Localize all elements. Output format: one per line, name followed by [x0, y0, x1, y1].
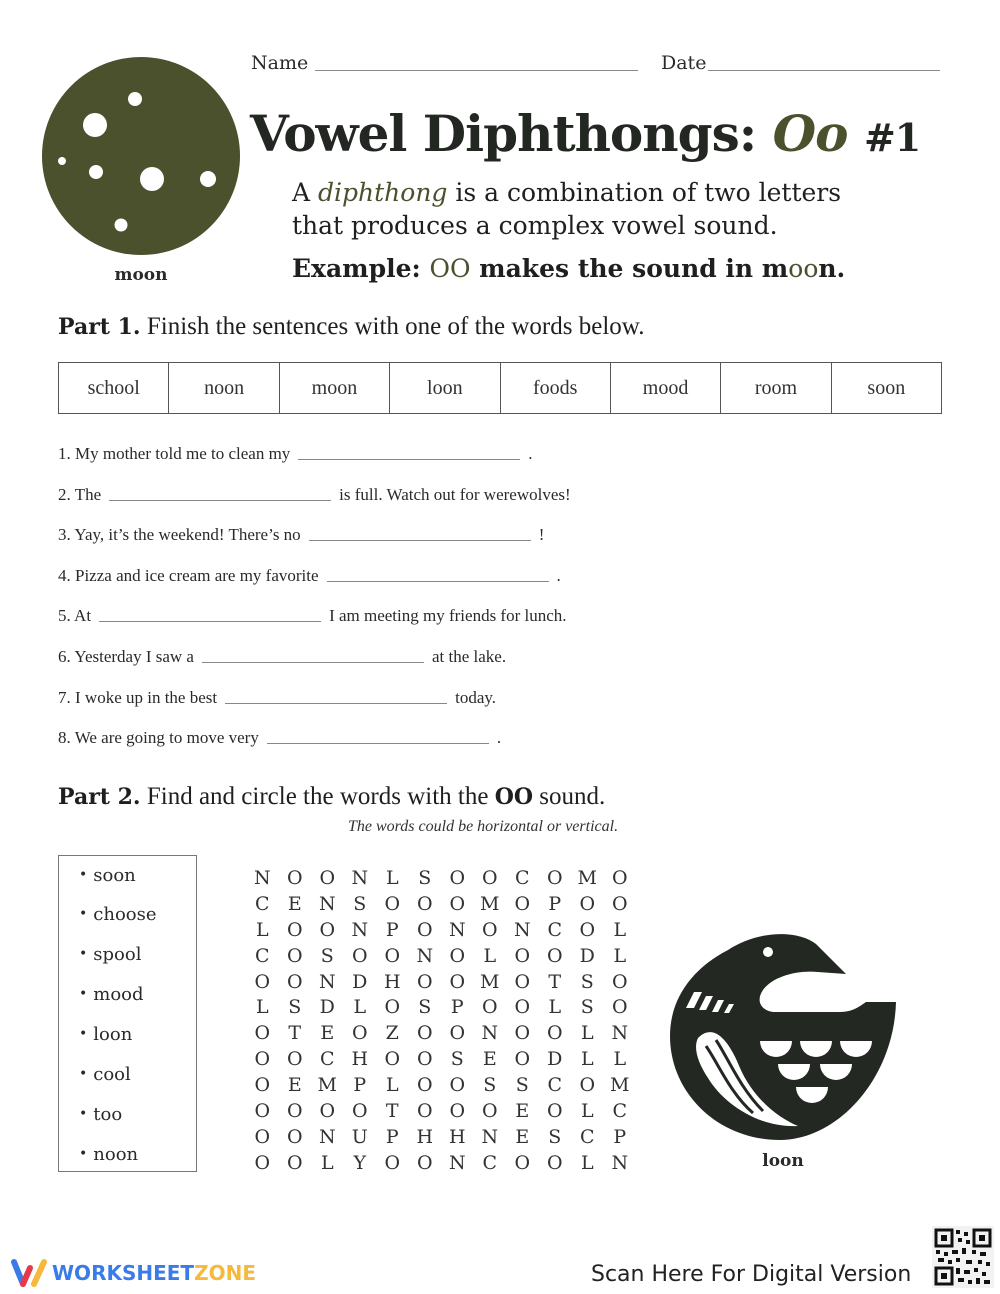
grid-letter[interactable]: O [416, 970, 433, 993]
answer-blank[interactable] [99, 621, 321, 622]
grid-letter[interactable]: S [353, 892, 367, 915]
grid-letter[interactable]: O [481, 1100, 498, 1123]
grid-letter[interactable]: S [580, 996, 594, 1019]
part1-label: Part 1. [58, 314, 141, 340]
sentence-3 [58, 525, 544, 545]
grid-letter[interactable]: N [513, 918, 531, 941]
answer-blank[interactable] [202, 662, 424, 663]
grid-letter[interactable]: Y [353, 1151, 367, 1174]
example-middle: makes the sound in m [470, 254, 789, 283]
sentence-text: 4. Pizza and ice cream are my favorite [58, 566, 319, 585]
grid-letter[interactable]: O [351, 944, 368, 967]
name-field[interactable] [315, 70, 638, 71]
sentence-text: is full. Watch out for werewolves! [339, 485, 571, 504]
grid-letter[interactable]: O [449, 892, 466, 915]
grid-letter[interactable]: O [384, 996, 401, 1019]
grid-letter[interactable]: O [514, 996, 531, 1019]
grid-letter[interactable]: O [514, 1048, 531, 1071]
grid-letter[interactable]: O [611, 970, 628, 993]
sentence-8 [58, 728, 501, 748]
answer-blank[interactable] [267, 743, 489, 744]
grid-letter[interactable]: O [416, 892, 433, 915]
sentence-text: at the lake. [431, 647, 507, 666]
word-list-item: • loon [79, 1023, 133, 1045]
grid-letter[interactable]: O [254, 1048, 271, 1071]
grid-letter[interactable]: H [383, 970, 401, 993]
sentence-4 [58, 566, 561, 586]
part1-heading [58, 313, 644, 341]
grid-letter[interactable]: O [449, 1100, 466, 1123]
sentence-text: I am meeting my friends for lunch. [329, 606, 567, 625]
word-list-item: • mood [79, 983, 144, 1005]
word-bank-item: soon [831, 363, 941, 413]
grid-letter[interactable]: C [547, 1074, 563, 1097]
sentence-text: . [556, 566, 561, 585]
grid-letter[interactable]: O [579, 1074, 596, 1097]
part2-instruction-oo: OO [494, 784, 534, 810]
word-list-item: • too [79, 1103, 123, 1125]
word-list-item: • soon [79, 864, 136, 886]
grid-letter[interactable]: N [351, 867, 369, 889]
grid-letter[interactable]: P [385, 1125, 399, 1148]
sentence-text: . [528, 444, 533, 463]
sentence-text: . [496, 728, 502, 747]
sentence-text: 3. Yay, it’s the weekend! There’s no [58, 525, 301, 544]
grid-letter[interactable]: O [449, 867, 466, 889]
grid-letter[interactable]: E [287, 1074, 302, 1097]
sentence-5 [58, 606, 567, 626]
grid-letter[interactable]: L [385, 1074, 399, 1097]
grid-letter[interactable]: O [611, 892, 628, 915]
grid-letter[interactable]: O [254, 1022, 271, 1045]
sentence-text: 8. We are going to move very [58, 728, 259, 747]
grid-letter[interactable]: O [514, 892, 531, 915]
grid-letter[interactable]: O [286, 1125, 303, 1148]
word-bank-item: school [87, 376, 140, 399]
grid-letter[interactable]: C [612, 1100, 628, 1123]
word-list-item: • spool [79, 943, 142, 965]
grid-letter[interactable]: O [481, 867, 498, 889]
grid-letter[interactable]: O [449, 944, 466, 967]
grid-letter[interactable]: O [351, 1100, 368, 1123]
grid-letter[interactable]: N [318, 892, 336, 915]
grid-letter[interactable]: S [450, 1048, 464, 1071]
grid-letter[interactable]: L [613, 1048, 627, 1071]
grid-letter[interactable]: S [320, 944, 334, 967]
word-list-item: • choose [79, 903, 157, 925]
part2-note: The words could be horizontal or vertical. [348, 818, 619, 835]
grid-letter[interactable]: O [416, 1074, 433, 1097]
grid-letter[interactable]: M [480, 970, 500, 993]
grid-letter[interactable]: O [579, 918, 596, 941]
grid-letter[interactable]: M [577, 867, 597, 889]
sentence-text: today. [455, 688, 497, 707]
moon-icon [42, 57, 240, 255]
grid-letter[interactable]: O [286, 970, 303, 993]
name-label: Name [251, 52, 309, 74]
answer-blank[interactable] [298, 459, 520, 460]
grid-letter[interactable]: N [318, 1125, 336, 1148]
grid-letter[interactable]: O [514, 944, 531, 967]
grid-letter[interactable]: O [286, 944, 303, 967]
grid-letter[interactable]: L [613, 944, 627, 967]
grid-letter[interactable]: O [351, 1022, 368, 1045]
grid-letter[interactable]: O [449, 970, 466, 993]
sentence-6 [58, 647, 506, 667]
example-oo-in-word: oo [788, 254, 819, 283]
part2-instruction-pre: Find and circle the words with the [140, 783, 495, 810]
grid-letter[interactable]: L [255, 996, 269, 1019]
grid-letter[interactable]: O [514, 1022, 531, 1045]
grid-letter[interactable]: N [611, 1022, 629, 1045]
word-bank-item: mood [610, 363, 720, 413]
grid-letter[interactable]: L [580, 1048, 594, 1071]
loon-icon [668, 928, 898, 1143]
part1-instruction: Finish the sentences with one of the words below. [140, 313, 645, 340]
grid-letter[interactable]: O [286, 1048, 303, 1071]
word-bank-item: foods [500, 363, 610, 413]
grid-letter[interactable]: S [515, 1074, 529, 1097]
qr-code[interactable] [932, 1226, 994, 1288]
word-bank-item: loon [389, 363, 499, 413]
grid-letter[interactable]: O [546, 1151, 563, 1174]
grid-letter[interactable]: O [254, 1151, 271, 1174]
grid-letter[interactable]: L [580, 1022, 594, 1045]
grid-letter[interactable]: E [515, 1125, 530, 1148]
grid-letter[interactable]: O [611, 867, 628, 889]
answer-blank[interactable] [309, 540, 531, 541]
grid-letter[interactable]: O [384, 892, 401, 915]
grid-letter[interactable]: P [613, 1125, 627, 1148]
word-bank-item: moon [279, 363, 389, 413]
grid-letter[interactable]: O [319, 1100, 336, 1123]
grid-letter[interactable]: P [353, 1074, 367, 1097]
grid-letter[interactable]: P [450, 996, 464, 1019]
moon-caption: moon [114, 265, 168, 285]
page-title [250, 104, 920, 163]
grid-letter[interactable]: D [352, 970, 368, 993]
grid-letter[interactable]: L [483, 944, 497, 967]
grid-letter[interactable]: N [318, 970, 336, 993]
part2-label: Part 2. [58, 784, 141, 810]
word-list [58, 855, 197, 1172]
example-end: n. [818, 254, 846, 283]
part2-heading [58, 783, 605, 811]
grid-letter[interactable]: L [548, 996, 562, 1019]
grid-letter[interactable]: E [515, 1100, 530, 1123]
grid-letter[interactable]: O [449, 1022, 466, 1045]
grid-letter[interactable]: O [546, 867, 563, 889]
date-field[interactable] [708, 70, 940, 71]
answer-blank[interactable] [225, 703, 447, 704]
grid-letter[interactable]: N [481, 1125, 499, 1148]
grid-letter[interactable]: O [286, 1100, 303, 1123]
grid-letter[interactable]: O [254, 970, 271, 993]
word-search-grid[interactable] [246, 866, 636, 1177]
grid-letter[interactable]: O [416, 1022, 433, 1045]
grid-letter[interactable]: N [611, 1151, 629, 1174]
grid-letter[interactable]: O [449, 1074, 466, 1097]
grid-letter[interactable]: O [481, 996, 498, 1019]
title-number: #1 [863, 115, 921, 160]
grid-letter[interactable]: H [351, 1048, 369, 1071]
grid-letter[interactable]: N [351, 918, 369, 941]
grid-letter[interactable]: Z [385, 1022, 399, 1045]
part2-instruction-post: sound. [533, 783, 606, 810]
grid-letter[interactable]: H [448, 1125, 466, 1148]
grid-letter[interactable]: L [385, 867, 399, 889]
example-oo: OO [429, 254, 471, 283]
sentence-text: 6. Yesterday I saw a [58, 647, 194, 666]
grid-letter[interactable]: P [385, 918, 399, 941]
brand-logo[interactable] [10, 1258, 256, 1288]
grid-letter[interactable]: O [319, 867, 336, 889]
grid-letter[interactable]: M [610, 1074, 630, 1097]
grid-letter[interactable]: O [481, 918, 498, 941]
answer-blank[interactable] [327, 581, 549, 582]
grid-letter[interactable]: S [548, 1125, 562, 1148]
sentence-text: 7. I woke up in the best [58, 688, 218, 707]
grid-letter[interactable]: O [286, 918, 303, 941]
grid-letter[interactable]: D [547, 1048, 563, 1071]
grid-letter[interactable]: M [480, 892, 500, 915]
definition [292, 176, 841, 242]
grid-letter[interactable]: S [418, 996, 432, 1019]
sentence-1 [58, 444, 533, 464]
grid-letter[interactable]: M [317, 1074, 337, 1097]
title-main: Vowel Diphthongs: [250, 104, 757, 163]
grid-letter[interactable]: T [288, 1022, 302, 1045]
grid-letter[interactable]: O [546, 1022, 563, 1045]
grid-letter[interactable]: C [514, 867, 530, 889]
grid-letter[interactable]: O [254, 1074, 271, 1097]
grid-letter[interactable]: C [254, 892, 270, 915]
grid-letter[interactable]: N [416, 944, 434, 967]
loon-caption: loon [762, 1151, 804, 1171]
grid-letter[interactable]: E [482, 1048, 497, 1071]
example-label: Example: [292, 254, 421, 283]
grid-letter[interactable]: N [481, 1022, 499, 1045]
example-line [292, 254, 845, 283]
grid-letter[interactable]: S [483, 1074, 497, 1097]
definition-prefix: A [292, 178, 319, 207]
grid-letter[interactable]: P [548, 892, 562, 915]
definition-term: diphthong [318, 178, 448, 207]
grid-letter[interactable]: O [384, 1151, 401, 1174]
grid-letter[interactable]: O [546, 1100, 563, 1123]
definition-line2: that produces a complex vowel sound. [292, 211, 778, 240]
grid-letter[interactable]: C [482, 1151, 498, 1174]
grid-letter[interactable]: O [384, 1048, 401, 1071]
grid-letter[interactable]: C [254, 944, 270, 967]
grid-letter[interactable]: T [548, 970, 562, 993]
grid-letter[interactable]: L [613, 918, 627, 941]
grid-letter[interactable]: O [514, 970, 531, 993]
grid-letter[interactable]: E [287, 892, 302, 915]
grid-letter[interactable]: L [580, 1151, 594, 1174]
word-list-item: • cool [79, 1063, 131, 1085]
grid-letter[interactable]: L [320, 1151, 334, 1174]
grid-letter[interactable]: O [416, 1048, 433, 1071]
grid-letter[interactable]: O [611, 996, 628, 1019]
grid-letter[interactable]: C [319, 1048, 335, 1071]
grid-letter[interactable]: H [416, 1125, 434, 1148]
sentence-text: 5. At [58, 606, 92, 625]
word-list-item: • noon [79, 1143, 139, 1165]
grid-letter[interactable]: O [286, 1151, 303, 1174]
date-label: Date [661, 52, 707, 74]
sentence-2 [58, 485, 571, 505]
grid-letter[interactable]: O [416, 1100, 433, 1123]
grid-letter[interactable]: O [286, 867, 303, 889]
worksheetzone-logo-icon [10, 1258, 48, 1288]
grid-letter[interactable]: D [579, 944, 595, 967]
scan-text: Scan Here For Digital Version [591, 1262, 912, 1287]
grid-letter[interactable]: O [254, 1100, 271, 1123]
grid-letter[interactable]: S [288, 996, 302, 1019]
sentence-text: 2. The [58, 485, 102, 504]
grid-letter[interactable]: D [319, 996, 335, 1019]
grid-letter[interactable]: L [580, 1100, 594, 1123]
grid-letter[interactable]: O [416, 918, 433, 941]
grid-letter[interactable]: N [448, 918, 466, 941]
qr-code-icon [932, 1226, 994, 1288]
grid-letter[interactable]: O [579, 892, 596, 915]
grid-letter[interactable]: O [416, 1151, 433, 1174]
grid-letter[interactable]: N [448, 1151, 466, 1174]
grid-letter[interactable]: T [385, 1100, 399, 1123]
word-bank-item: room [720, 363, 830, 413]
grid-letter[interactable]: S [580, 970, 594, 993]
grid-letter[interactable]: C [579, 1125, 595, 1148]
answer-blank[interactable] [109, 500, 331, 501]
grid-letter[interactable]: C [547, 918, 563, 941]
moon-illustration [42, 57, 240, 255]
brand-name-part2: ZONE [194, 1261, 256, 1285]
sentence-7 [58, 688, 496, 708]
word-bank [58, 362, 942, 414]
grid-letter[interactable]: L [353, 996, 367, 1019]
grid-letter[interactable]: S [418, 867, 432, 889]
grid-letter[interactable]: O [546, 944, 563, 967]
loon-illustration [668, 928, 898, 1143]
title-accent: Oo [772, 104, 848, 163]
grid-letter[interactable]: O [319, 918, 336, 941]
sentence-text: 1. My mother told me to clean my [58, 444, 291, 463]
grid-letter[interactable]: O [384, 944, 401, 967]
grid-letter[interactable]: L [255, 918, 269, 941]
grid-letter[interactable]: O [254, 1125, 271, 1148]
sentence-text: ! [538, 525, 545, 544]
definition-line1: is a combination of two letters [447, 178, 842, 207]
brand-name-part1: WORKSHEET [52, 1261, 195, 1285]
word-bank-item: noon [168, 363, 278, 413]
grid-letter[interactable]: U [351, 1125, 368, 1148]
grid-letter[interactable]: O [514, 1151, 531, 1174]
grid-letter[interactable]: E [320, 1022, 335, 1045]
grid-letter[interactable]: N [253, 867, 271, 889]
